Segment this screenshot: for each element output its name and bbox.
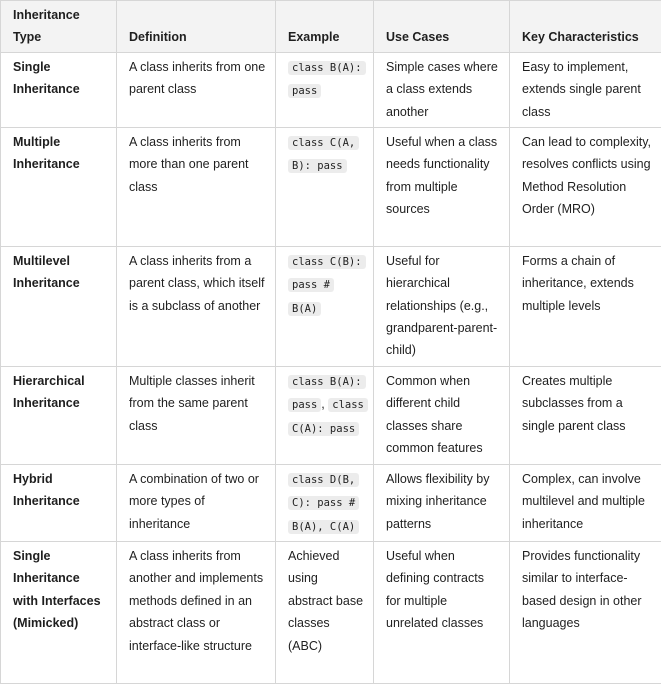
code-separator: , <box>321 397 328 411</box>
code-snippet: class C(A, B): pass <box>288 136 359 173</box>
table-row <box>1 127 661 246</box>
row-example <box>276 127 374 246</box>
row-definition: A class inherits from one parent class <box>117 52 276 127</box>
row-type: Single Inheritance with Interfaces (Mimicked) <box>1 542 117 684</box>
row-type: Single Inheritance <box>1 52 117 127</box>
row-use-cases: Useful when a class needs functionality from multiple sources <box>374 127 510 246</box>
row-use-cases: Useful for hierarchical relationships (e.g., grandparent-parent-child) <box>374 246 510 366</box>
row-use-cases: Allows flexibility by mixing inheritance patterns <box>374 464 510 541</box>
row-characteristics: Forms a chain of inheritance, extends multiple levels <box>510 246 661 366</box>
row-definition: A class inherits from more than one parent class <box>117 127 276 246</box>
code-snippet: class C(A): pass <box>288 398 368 435</box>
row-example <box>276 52 374 127</box>
row-use-cases: Simple cases where a class extends another <box>374 52 510 127</box>
row-definition: A combination of two or more types of inheritance <box>117 464 276 541</box>
table-row <box>1 52 661 127</box>
row-definition: A class inherits from a parent class, which itself is a subclass of another <box>117 246 276 366</box>
row-characteristics: Creates multiple subclasses from a single parent class <box>510 366 661 464</box>
row-type: Hybrid Inheritance <box>1 464 117 541</box>
code-snippet: class B(A): pass <box>288 375 366 412</box>
row-characteristics: Can lead to complexity, resolves conflicts using Method Resolution Order (MRO) <box>510 127 661 246</box>
row-example <box>276 366 374 464</box>
code-snippet: class D(B, C): pass # B(A), C(A) <box>288 473 359 534</box>
header-row <box>1 1 661 53</box>
row-type: Multilevel Inheritance <box>1 246 117 366</box>
code-snippet: class C(B): pass # B(A) <box>288 255 366 316</box>
table-row <box>1 246 661 366</box>
header-characteristics: Key Characteristics <box>510 1 661 53</box>
row-characteristics: Complex, can involve multilevel and multiple inheritance <box>510 464 661 541</box>
header-example: Example <box>276 1 374 53</box>
row-type: Multiple Inheritance <box>1 127 117 246</box>
row-example <box>276 464 374 541</box>
row-use-cases: Common when different child classes share common features <box>374 366 510 464</box>
table-row <box>1 542 661 684</box>
table-row <box>1 464 661 541</box>
row-characteristics: Easy to implement, extends single parent class <box>510 52 661 127</box>
header-definition: Definition <box>117 1 276 53</box>
row-definition: Multiple classes inherit from the same parent class <box>117 366 276 464</box>
row-characteristics: Provides functionality similar to interface-based design in other languages <box>510 542 661 684</box>
row-definition: A class inherits from another and implements methods defined in an abstract class or interface-like structure <box>117 542 276 684</box>
row-example <box>276 246 374 366</box>
row-example: Achieved using abstract base classes (ABC) <box>276 542 374 684</box>
row-use-cases: Useful when defining contracts for multiple unrelated classes <box>374 542 510 684</box>
row-type: Hierarchical Inheritance <box>1 366 117 464</box>
header-type: Inheritance Type <box>1 1 117 53</box>
table-row <box>1 366 661 464</box>
header-use-cases: Use Cases <box>374 1 510 53</box>
code-snippet: class B(A): pass <box>288 61 366 98</box>
